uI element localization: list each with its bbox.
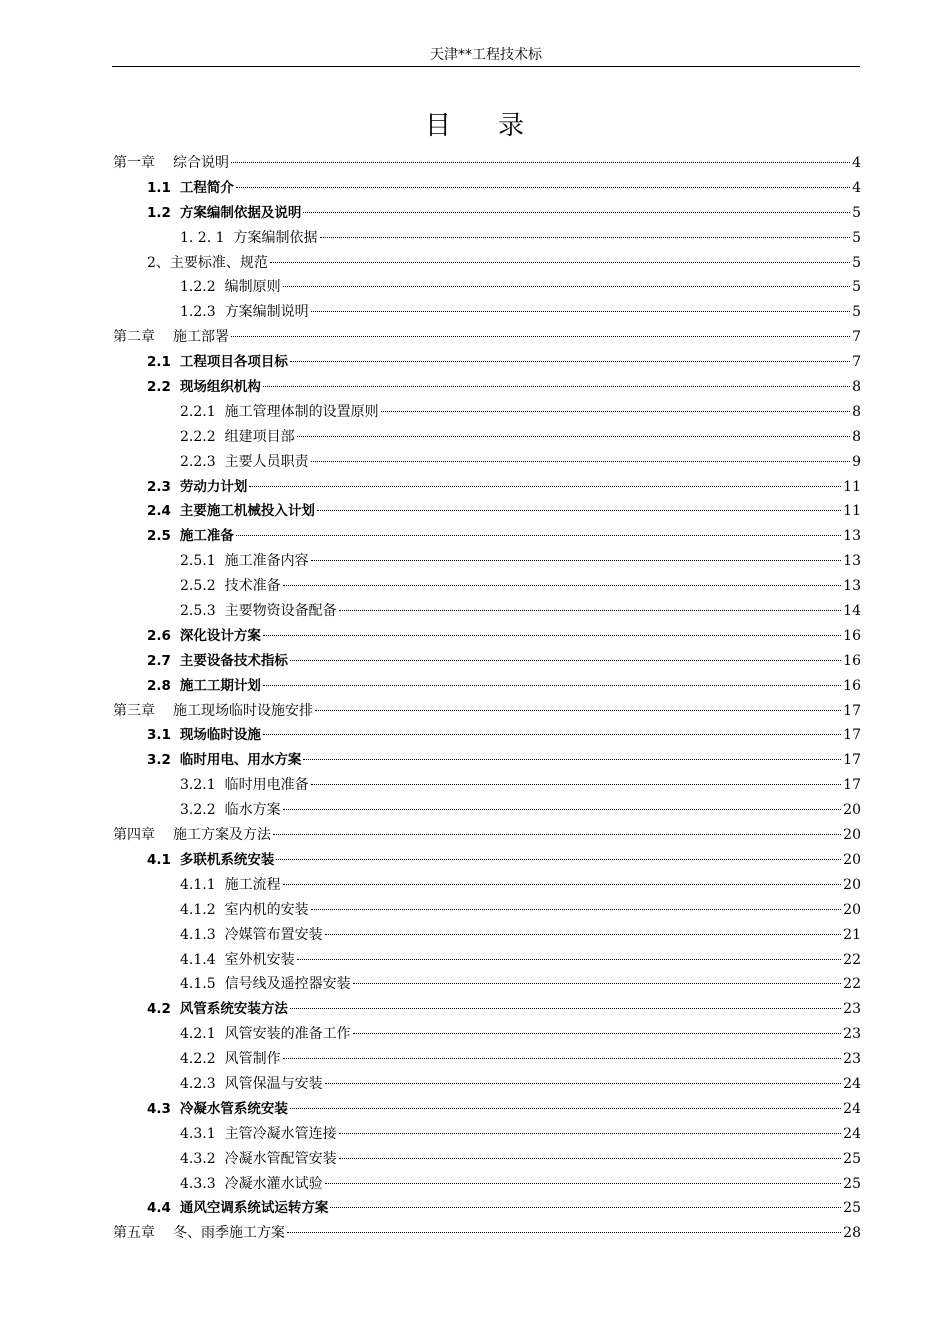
toc-entry-number: 1. 2. 1 <box>180 229 225 246</box>
toc-entry[interactable] <box>113 798 861 823</box>
toc-entry-page: 13 <box>843 578 861 595</box>
toc-entry-number: 4.4 <box>147 1200 171 1217</box>
toc-entry-page: 13 <box>843 553 861 570</box>
toc-entry-label: 冷凝水管配管安装 <box>224 1150 337 1167</box>
toc-entry-page: 20 <box>843 827 861 844</box>
toc-entry-label: 主要施工机械投入计划 <box>179 503 315 520</box>
toc-entry-label: 编制原则 <box>224 279 281 296</box>
dot-leader <box>290 1108 841 1109</box>
toc-entry-label: 技术准备 <box>224 578 281 595</box>
toc-title-left: 目 <box>424 111 452 141</box>
dot-leader <box>231 162 850 163</box>
toc-entry[interactable] <box>113 499 861 524</box>
toc-entry-label: 工程项目各项目标 <box>179 354 288 371</box>
toc-entry-page: 17 <box>843 727 861 744</box>
toc-entry[interactable] <box>113 1221 861 1246</box>
toc-entry-page: 16 <box>843 677 861 694</box>
toc-entry[interactable] <box>113 1122 861 1147</box>
toc-entry-page: 13 <box>843 528 861 545</box>
toc-entry-label: 施工工期计划 <box>179 677 261 694</box>
toc-entry-label: 风管安装的准备工作 <box>224 1026 351 1043</box>
toc-entry-label: 施工部署 <box>173 329 229 346</box>
toc-entry-page: 11 <box>843 503 861 520</box>
dot-leader <box>339 1158 842 1159</box>
toc-entry-label: 方案编制依据 <box>233 229 318 246</box>
toc-entry-number: 3.1 <box>147 727 171 744</box>
dot-leader <box>330 1207 841 1208</box>
dot-leader <box>287 1232 841 1233</box>
toc-entry[interactable] <box>113 873 861 898</box>
toc-entry-page: 5 <box>852 204 861 221</box>
toc-entry-number: 2.6 <box>147 627 171 644</box>
toc-entry[interactable] <box>113 1172 861 1197</box>
dot-leader <box>311 560 842 561</box>
toc-entry-page: 20 <box>843 876 861 893</box>
toc-entry-label: 方案编制依据及说明 <box>179 204 302 221</box>
dot-leader <box>297 436 850 437</box>
toc-entry[interactable] <box>113 176 861 201</box>
dot-leader <box>353 1033 842 1034</box>
toc-entry[interactable] <box>113 599 861 624</box>
dot-leader <box>283 809 842 810</box>
toc-entry-number: 4.1 <box>147 851 171 868</box>
toc-entry[interactable] <box>113 848 861 873</box>
toc-entry-page: 22 <box>843 951 861 968</box>
toc-entry-page: 5 <box>852 254 861 271</box>
toc-entry-number: 4.3 <box>147 1100 171 1117</box>
toc-entry-page: 11 <box>843 478 861 495</box>
toc-entry[interactable] <box>113 699 861 724</box>
toc-entry-label: 综合说明 <box>173 155 229 171</box>
toc-entry-label: 通风空调系统试运转方案 <box>179 1200 329 1217</box>
toc-entry-label: 主要设备技术指标 <box>179 652 288 669</box>
toc-entry-page: 23 <box>843 1051 861 1068</box>
dot-leader <box>311 784 842 785</box>
table-of-contents <box>113 151 861 1246</box>
toc-entry-page: 9 <box>852 453 861 470</box>
toc-entry-number: 第三章 <box>113 702 155 719</box>
dot-leader <box>263 635 841 636</box>
toc-entry-number: 第二章 <box>113 329 155 346</box>
dot-leader <box>303 212 850 213</box>
toc-entry-number: 2.8 <box>147 677 171 694</box>
dot-leader <box>297 959 842 960</box>
dot-leader <box>263 685 841 686</box>
toc-entry-number: 2.5.3 <box>180 603 216 620</box>
toc-entry-label: 施工现场临时设施安排 <box>173 702 313 719</box>
toc-entry-label: 施工管理体制的设置原则 <box>224 403 379 420</box>
toc-entry[interactable] <box>113 151 861 176</box>
toc-entry-number: 4.2.3 <box>180 1075 216 1092</box>
toc-entry[interactable] <box>113 898 861 923</box>
toc-title <box>0 108 950 144</box>
toc-entry[interactable] <box>113 524 861 549</box>
toc-entry-number: 第五章 <box>113 1225 155 1242</box>
toc-entry-number: 4.3.1 <box>180 1125 216 1142</box>
toc-entry-number: 2.2 <box>147 379 171 396</box>
dot-leader <box>290 361 850 362</box>
toc-entry-number: 3.2 <box>147 752 171 769</box>
dot-leader <box>283 286 850 287</box>
dot-leader <box>325 934 842 935</box>
toc-entry-number: 第一章 <box>113 155 155 171</box>
toc-entry-page: 16 <box>843 652 861 669</box>
toc-entry-label: 方案编制说明 <box>224 304 309 321</box>
toc-entry[interactable] <box>113 201 861 226</box>
toc-entry-number: 2.4 <box>147 503 171 520</box>
toc-entry[interactable] <box>113 251 861 276</box>
toc-entry-number: 4.1.1 <box>180 876 216 893</box>
toc-entry-page: 17 <box>843 777 861 794</box>
toc-entry-number: 2.1 <box>147 354 171 371</box>
dot-leader <box>231 336 850 337</box>
toc-entry-number: 2.2.1 <box>180 403 216 420</box>
toc-entry-label: 风管保温与安装 <box>224 1075 323 1092</box>
dot-leader <box>339 610 842 611</box>
dot-leader <box>283 585 842 586</box>
toc-entry-number: 1.2.2 <box>180 279 216 296</box>
toc-entry-label: 冬、雨季施工方案 <box>173 1225 285 1242</box>
toc-entry-number: 4.1.4 <box>180 951 216 968</box>
toc-entry-number: 4.1.5 <box>180 976 216 993</box>
toc-entry-page: 20 <box>843 901 861 918</box>
toc-entry-page: 14 <box>843 603 861 620</box>
toc-entry-label: 施工准备内容 <box>224 553 309 570</box>
toc-entry-label: 风管制作 <box>224 1051 281 1068</box>
toc-entry-page: 8 <box>852 403 861 420</box>
toc-entry-page: 25 <box>843 1175 861 1192</box>
toc-entry-label: 室外机安装 <box>224 951 295 968</box>
toc-entry-number: 2.7 <box>147 652 171 669</box>
toc-entry-number: 1.2 <box>147 204 171 221</box>
toc-entry-number: 4.2.1 <box>180 1026 216 1043</box>
toc-entry-page: 24 <box>843 1100 861 1117</box>
toc-entry-page: 22 <box>843 976 861 993</box>
toc-entry[interactable] <box>113 574 861 599</box>
toc-entry-number: 4.1.2 <box>180 901 216 918</box>
toc-entry[interactable] <box>113 1047 861 1072</box>
dot-leader <box>249 486 841 487</box>
toc-entry[interactable] <box>113 972 861 997</box>
toc-entry-number: 1.2.3 <box>180 304 216 321</box>
dot-leader <box>273 834 841 835</box>
page-header: 天津**工程技术标 <box>430 47 542 63</box>
toc-entry-page: 8 <box>852 428 861 445</box>
toc-entry-number: 4.3.3 <box>180 1175 216 1192</box>
toc-entry-label: 施工方案及方法 <box>173 827 271 844</box>
toc-entry-page: 5 <box>852 304 861 321</box>
toc-entry-number: 3.2.2 <box>180 802 216 819</box>
toc-entry-number: 2.2.3 <box>180 453 216 470</box>
toc-entry-page: 24 <box>843 1075 861 1092</box>
toc-title-right: 录 <box>498 111 526 141</box>
toc-entry-label: 施工流程 <box>224 876 281 893</box>
toc-entry[interactable] <box>113 923 861 948</box>
toc-entry-label: 临水方案 <box>224 802 281 819</box>
dot-leader <box>283 1058 842 1059</box>
toc-entry-label: 临时用电、用水方案 <box>179 752 302 769</box>
toc-entry-label: 临时用电准备 <box>224 777 309 794</box>
header-rule <box>112 66 860 67</box>
toc-entry[interactable] <box>113 674 861 699</box>
toc-entry-page: 4 <box>852 155 861 171</box>
toc-entry[interactable] <box>113 375 861 400</box>
toc-entry[interactable] <box>113 1147 861 1172</box>
toc-entry-number: 第四章 <box>113 827 155 844</box>
toc-entry[interactable] <box>113 1022 861 1047</box>
toc-entry[interactable] <box>113 723 861 748</box>
dot-leader <box>303 759 841 760</box>
toc-entry-page: 28 <box>843 1225 861 1242</box>
dot-leader <box>276 859 841 860</box>
dot-leader <box>381 411 850 412</box>
toc-entry-page: 23 <box>843 1001 861 1018</box>
toc-entry[interactable] <box>113 226 861 251</box>
dot-leader <box>236 187 850 188</box>
toc-entry-label: 信号线及遥控器安装 <box>224 976 351 993</box>
toc-entry-label: 施工准备 <box>179 528 234 545</box>
toc-entry[interactable] <box>113 748 861 773</box>
toc-entry[interactable] <box>113 475 861 500</box>
toc-entry-label: 深化设计方案 <box>179 627 261 644</box>
toc-entry-label: 组建项目部 <box>224 428 295 445</box>
toc-entry-page: 20 <box>843 802 861 819</box>
toc-entry-label: 冷凝水管系统安装 <box>179 1100 288 1117</box>
toc-entry-page: 23 <box>843 1026 861 1043</box>
toc-entry-page: 16 <box>843 627 861 644</box>
toc-entry-number: 4.3.2 <box>180 1150 216 1167</box>
toc-entry[interactable] <box>113 350 861 375</box>
toc-entry[interactable] <box>113 624 861 649</box>
toc-entry-label: 劳动力计划 <box>179 478 248 495</box>
dot-leader <box>290 1008 841 1009</box>
dot-leader <box>236 535 841 536</box>
dot-leader <box>339 1133 842 1134</box>
toc-entry[interactable] <box>113 997 861 1022</box>
toc-entry-label: 室内机的安装 <box>224 901 309 918</box>
toc-entry-number: 4.2 <box>147 1001 171 1018</box>
toc-entry-number: 4.1.3 <box>180 926 216 943</box>
toc-entry-page: 5 <box>852 279 861 296</box>
toc-entry-label: 主要人员职责 <box>224 453 309 470</box>
toc-entry-page: 7 <box>852 329 861 346</box>
toc-entry-number: 2.3 <box>147 478 171 495</box>
dot-leader <box>290 660 841 661</box>
toc-entry-page: 8 <box>852 379 861 396</box>
dot-leader <box>311 461 850 462</box>
dot-leader <box>283 884 842 885</box>
toc-entry[interactable] <box>113 1196 861 1221</box>
toc-entry-label: 工程简介 <box>179 179 234 196</box>
dot-leader <box>325 1083 842 1084</box>
toc-entry[interactable] <box>113 948 861 973</box>
toc-entry-label: 主管冷凝水管连接 <box>224 1125 337 1142</box>
toc-entry-page: 21 <box>843 926 861 943</box>
toc-entry-label: 风管系统安装方法 <box>179 1001 288 1018</box>
toc-entry-number: 2.2.2 <box>180 428 216 445</box>
toc-entry-page: 25 <box>843 1150 861 1167</box>
toc-entry[interactable] <box>113 275 861 300</box>
toc-entry-label: 多联机系统安装 <box>179 851 275 868</box>
toc-entry[interactable] <box>113 425 861 450</box>
toc-entry-page: 7 <box>852 354 861 371</box>
toc-entry-page: 25 <box>843 1200 861 1217</box>
toc-entry-label: 冷媒管布置安装 <box>224 926 323 943</box>
dot-leader <box>311 311 850 312</box>
dot-leader <box>317 510 841 511</box>
toc-entry-number: 1.1 <box>147 179 171 196</box>
toc-entry-number: 4.2.2 <box>180 1051 216 1068</box>
dot-leader <box>353 983 842 984</box>
toc-entry-label: 现场临时设施 <box>179 727 261 744</box>
toc-entry-number: 2.5.1 <box>180 553 216 570</box>
dot-leader <box>270 262 850 263</box>
toc-entry-label: 主要物资设备配备 <box>224 603 337 620</box>
toc-entry-page: 20 <box>843 851 861 868</box>
toc-entry-page: 17 <box>843 702 861 719</box>
dot-leader <box>263 734 841 735</box>
toc-entry[interactable] <box>113 300 861 325</box>
dot-leader <box>263 386 850 387</box>
toc-entry[interactable] <box>113 450 861 475</box>
toc-entry[interactable] <box>113 549 861 574</box>
toc-entry-number: 2.5.2 <box>180 578 216 595</box>
toc-entry-page: 17 <box>843 752 861 769</box>
toc-entry-number: 3.2.1 <box>180 777 216 794</box>
toc-entry[interactable] <box>113 1097 861 1122</box>
toc-entry-page: 4 <box>852 179 861 196</box>
toc-entry-label: 冷凝水灌水试验 <box>224 1175 323 1192</box>
toc-entry[interactable] <box>113 1072 861 1097</box>
dot-leader <box>320 237 851 238</box>
dot-leader <box>315 710 841 711</box>
toc-entry[interactable] <box>113 649 861 674</box>
toc-entry-page: 24 <box>843 1125 861 1142</box>
toc-entry[interactable] <box>113 400 861 425</box>
toc-entry[interactable] <box>113 823 861 848</box>
toc-entry-label: 2、主要标准、规范 <box>147 254 268 271</box>
toc-entry-label: 现场组织机构 <box>179 379 261 396</box>
dot-leader <box>325 1183 842 1184</box>
toc-entry[interactable] <box>113 773 861 798</box>
toc-entry[interactable] <box>113 325 861 350</box>
toc-entry-page: 5 <box>852 229 861 246</box>
dot-leader <box>311 909 842 910</box>
toc-entry-number: 2.5 <box>147 528 171 545</box>
